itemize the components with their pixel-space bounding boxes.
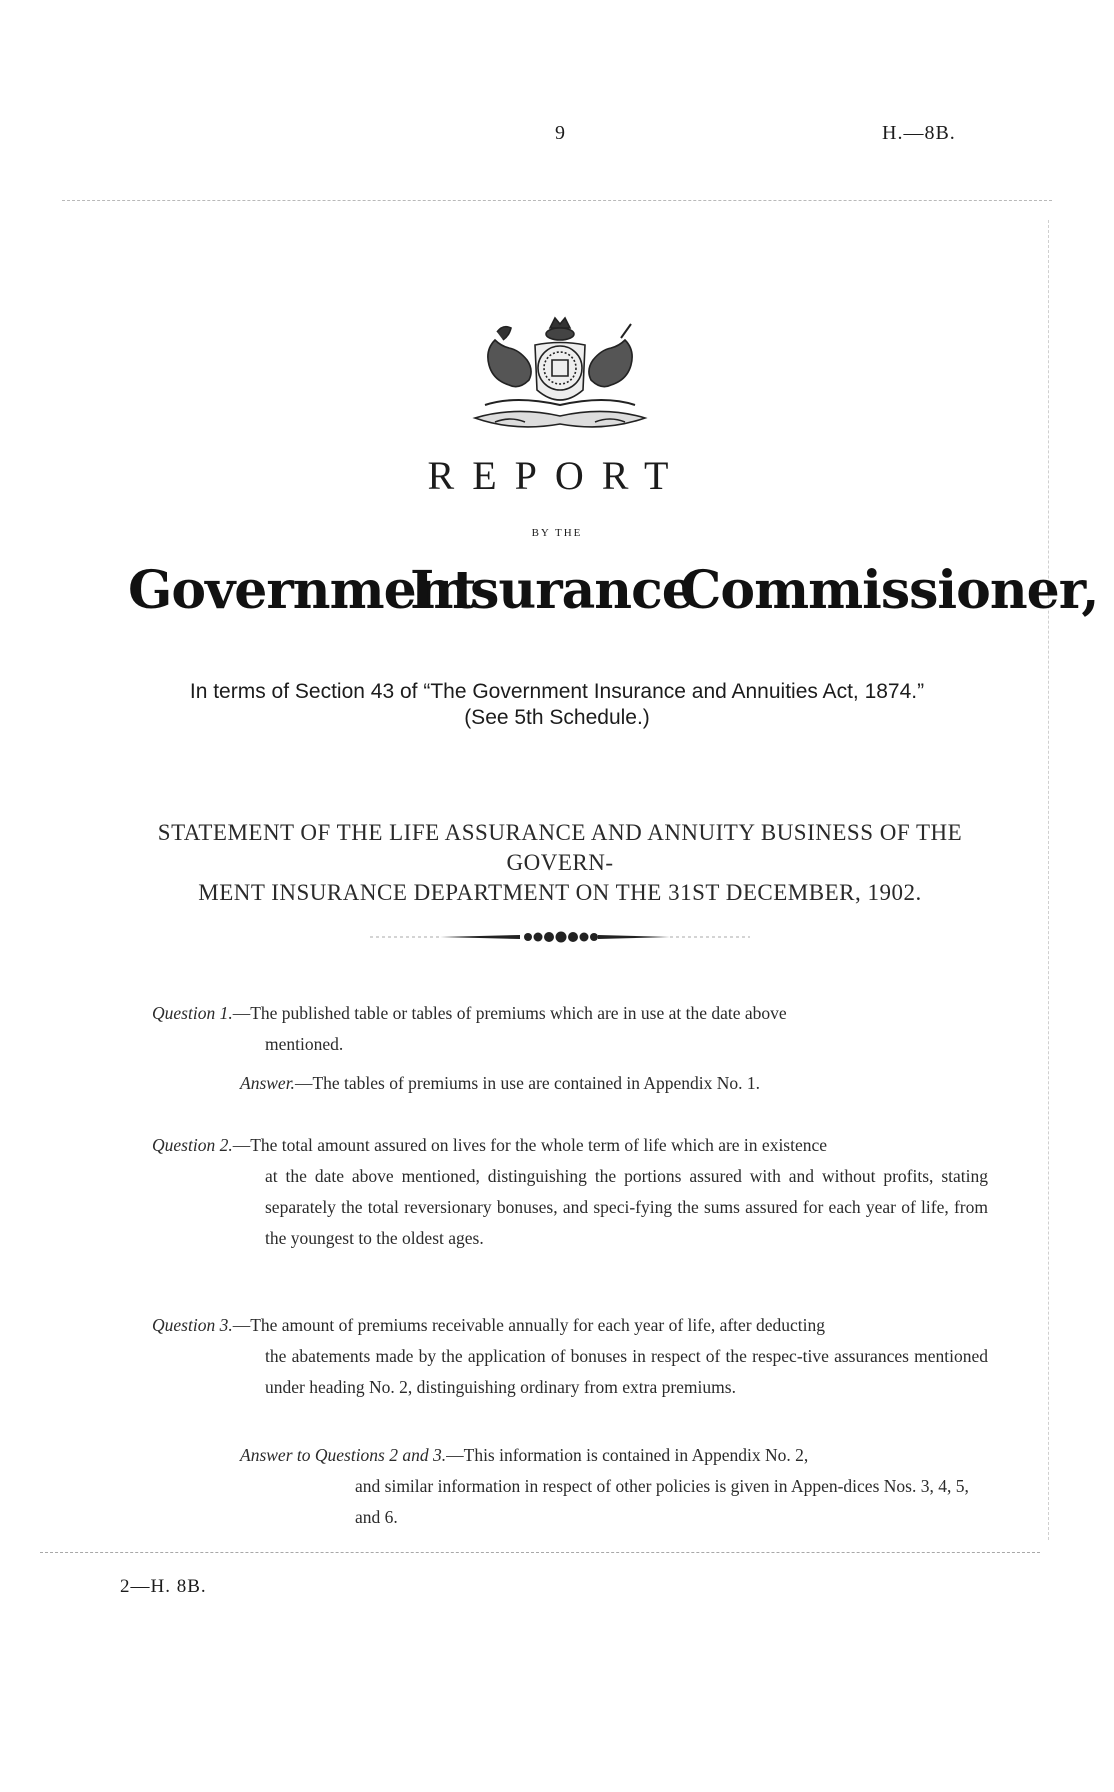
answer-2-and-3 <box>240 1440 988 1533</box>
schedule-line: (See 5th Schedule.) <box>464 706 650 729</box>
statement-line-1: STATEMENT OF THE LIFE ASSURANCE AND ANNUITY BUSINESS OF THE GOVERN- <box>157 820 963 875</box>
question-2-label: Question 2. <box>152 1135 233 1155</box>
answer-1 <box>240 1068 988 1099</box>
terms-of-act-line: In terms of Section 43 of “The Government Insurance and Annuities Act, 1874.” <box>189 680 925 703</box>
blackletter-word-commissioner: Commissioner, <box>680 560 1099 621</box>
ornamental-divider-icon <box>370 930 750 944</box>
statement-line-2: MENT INSURANCE DEPARTMENT ON THE 31ST DECEMBER, 1902. <box>198 880 922 905</box>
question-3 <box>152 1310 988 1403</box>
answer-2-3-first-line: —This information is contained in Appendix No. 2, <box>446 1445 809 1465</box>
by-the-subheading: BY THE <box>531 527 583 539</box>
statement-heading <box>130 818 990 908</box>
footer-reference: 2—H. 8B. <box>120 1576 207 1597</box>
page-number: 9 <box>555 122 565 144</box>
question-1-label: Question 1. <box>152 1003 233 1023</box>
question-2-continuation: at the date above mentioned, distinguishing the portions assured with and without profits, stating separately the total reversionary bonuses, and speci-fying the sums assured for each year of life, from the youngest to the oldest ages. <box>265 1166 988 1248</box>
question-1-first-line: —The published table or tables of premiums which are in use at the date above <box>232 1003 787 1023</box>
question-3-first-line: —The amount of premiums receivable annually for each year of life, after deducting <box>232 1315 826 1335</box>
question-2-first-line: —The total amount assured on lives for the whole term of life which are in existence <box>232 1135 828 1155</box>
frame-top-rule <box>62 200 1052 201</box>
page-reference: H.—8B. <box>882 122 956 144</box>
question-3-continuation: the abatements made by the application of bonuses in respect of the respec-tive assurances mentioned under heading No. 2, distinguishing ordinary from extra premiums. <box>265 1346 988 1397</box>
question-1-continuation: mentioned. <box>265 1034 344 1054</box>
frame-right-rule <box>1048 220 1049 1540</box>
answer-1-text: —The tables of premiums in use are contained in Appendix No. 1. <box>294 1073 761 1093</box>
answer-2-3-continuation: and similar information in respect of other policies is given in Appen-dices Nos. 3, 4, 5, and 6. <box>355 1476 969 1527</box>
blackletter-word-insurance: Insurance <box>410 560 694 621</box>
frame-bottom-rule <box>40 1552 1040 1553</box>
question-1 <box>152 998 988 1060</box>
blackletter-word-government: Government <box>128 560 476 621</box>
answer-2-3-label: Answer to Questions 2 and 3. <box>240 1445 447 1465</box>
question-3-label: Question 3. <box>152 1315 233 1335</box>
report-heading: REPORT <box>427 453 687 498</box>
royal-coat-of-arms-icon <box>455 310 665 440</box>
question-2 <box>152 1130 988 1254</box>
answer-1-label: Answer. <box>240 1073 295 1093</box>
